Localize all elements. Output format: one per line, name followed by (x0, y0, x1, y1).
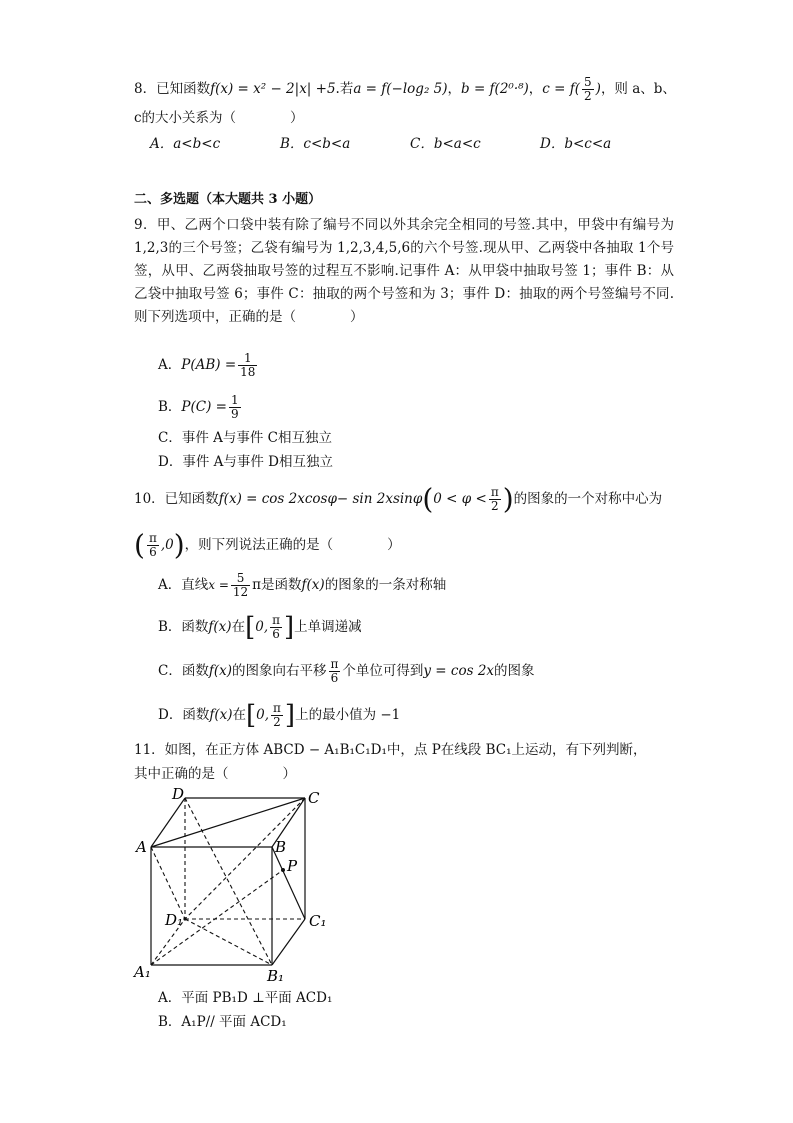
q8-option-a[interactable]: A．a<b<c (150, 136, 221, 152)
q8-ruo: .若 (335, 81, 354, 97)
q10-option-d[interactable]: D．函数f(x)在[0, $\frac{\pi}{2}$ ]上的最小值为 −1 (158, 700, 401, 731)
q8-options (150, 134, 670, 154)
label-A: A (136, 838, 147, 856)
q8-function: f(x) = x² − 2|x| +5 (210, 81, 336, 97)
q8-sep2: ， (528, 81, 543, 97)
section-heading: 二、多选题（本大题共 3 小题） (134, 192, 322, 207)
label-D1: D₁ (165, 911, 184, 929)
q11-option-b[interactable]: B．A₁P// 平面 ACD₁ (158, 1014, 287, 1030)
label-C1: C₁ (309, 912, 327, 930)
q8-a-def: a = f(−log₂ 5) (353, 81, 448, 97)
label-B: B (275, 838, 287, 856)
label-A1: A₁ (134, 963, 151, 981)
q11-stem-line1: 11．如图，在正方体 ABCD − A₁B₁C₁D₁中，点 P在线段 BC₁上运动，有下列判断， (134, 742, 647, 758)
q11-stem-line2: 其中正确的是（ ） (134, 766, 296, 782)
q9-option-d[interactable]: D．事件 A与事件 D相互独立 (158, 454, 333, 470)
q10-option-c[interactable]: C．函数f(x)的图象向右平移 $\frac{\pi}{6}$ 个单位可得到y = cos 2x的图象 (158, 657, 535, 685)
q8-b-def: b = f(2⁰·⁸) (461, 81, 529, 97)
q8-option-d[interactable]: D．b<c<a (540, 136, 612, 152)
segment-D1B1 (185, 919, 272, 965)
label-C: C (308, 789, 320, 807)
q10-option-a[interactable]: A．直线x = $\frac{5}{12}$ π是函数f(x)的图象的一条对称轴 (158, 571, 447, 599)
cube-figure (120, 785, 340, 985)
q10-option-b[interactable]: B．函数f(x)在[0, $\frac{\pi}{6}$ ]上单调递减 (158, 612, 362, 643)
q10-cond-fraction: $\frac{\pi}{2}$ (490, 485, 499, 513)
q8-line1-end: ，则 a、b、 (600, 81, 676, 97)
q9-option-c[interactable]: C．事件 A与事件 C相互独立 (158, 430, 332, 446)
q9-option-a[interactable]: A．P(AB) = $\frac{1}{18}$ (158, 351, 256, 379)
q8-prefix: 8．已知函数 (134, 81, 211, 97)
q9-option-a-fraction: $\frac{1}{18}$ (240, 351, 256, 379)
segment-DB1 (185, 798, 272, 965)
q8-c-def-pre: c = f( (542, 81, 581, 97)
label-D: D (172, 785, 185, 803)
q8-c-def-post: ) (595, 81, 601, 97)
q10-center-fraction: $\frac{\pi}{6}$ (148, 531, 157, 559)
q9-option-b[interactable]: B．P(C) = $\frac{1}{9}$ (158, 393, 239, 421)
q8-option-c[interactable]: C．b<a<c (410, 136, 481, 152)
q9-stem: 9．甲、乙两个口袋中装有除了编号不同以外其余完全相同的号签.其中，甲袋中有编号为 1,2,3的三个号签；乙袋有编号为 1,2,3,4,5,6的六个号签.现从甲、乙两袋中各抽取 1个号签，从甲、乙两袋抽取号签的过程互不影响.记事件 A：从甲袋中抽取号签 1；事件 B：从乙袋中抽取号签 6；事件 C：抽取的两个号签和为 3；事件 D：抽取的两个号签编号不同.则下列选项中，正确的是（ ） (134, 217, 674, 325)
q8-c-fraction: $\frac{5}{2}$ (584, 75, 592, 103)
q10-function: f(x) = cos 2xcosφ− sin 2xsinφ (218, 491, 423, 507)
segment-AD1 (151, 847, 185, 919)
label-P: P (287, 857, 298, 875)
q8-sep1: ， (447, 81, 462, 97)
q8-option-b[interactable]: B．c<b<a (280, 136, 351, 152)
edge-B1C1 (272, 919, 305, 965)
q8-stem-line1 (134, 76, 676, 103)
point-D1 (183, 917, 186, 920)
point-P (281, 868, 285, 872)
edge-AD (151, 798, 185, 847)
label-B1: B₁ (267, 967, 285, 985)
q10-stem-line2: ( $\frac{\pi}{6}$ ,0)，则下列说法正确的是（ ） (134, 528, 401, 562)
q10-stem-line1: 10．已知函数f(x) = cos 2xcosφ− sin 2xsinφ(0 < φ < $\frac{\pi}{2}$ )的图象的一个对称中心为 (134, 482, 663, 516)
q8-stem-line2: c的大小关系为（ ） (134, 110, 304, 126)
q11-option-a[interactable]: A．平面 PB₁D ⊥平面 ACD₁ (158, 990, 333, 1006)
q9-option-b-fraction: $\frac{1}{9}$ (230, 393, 239, 421)
